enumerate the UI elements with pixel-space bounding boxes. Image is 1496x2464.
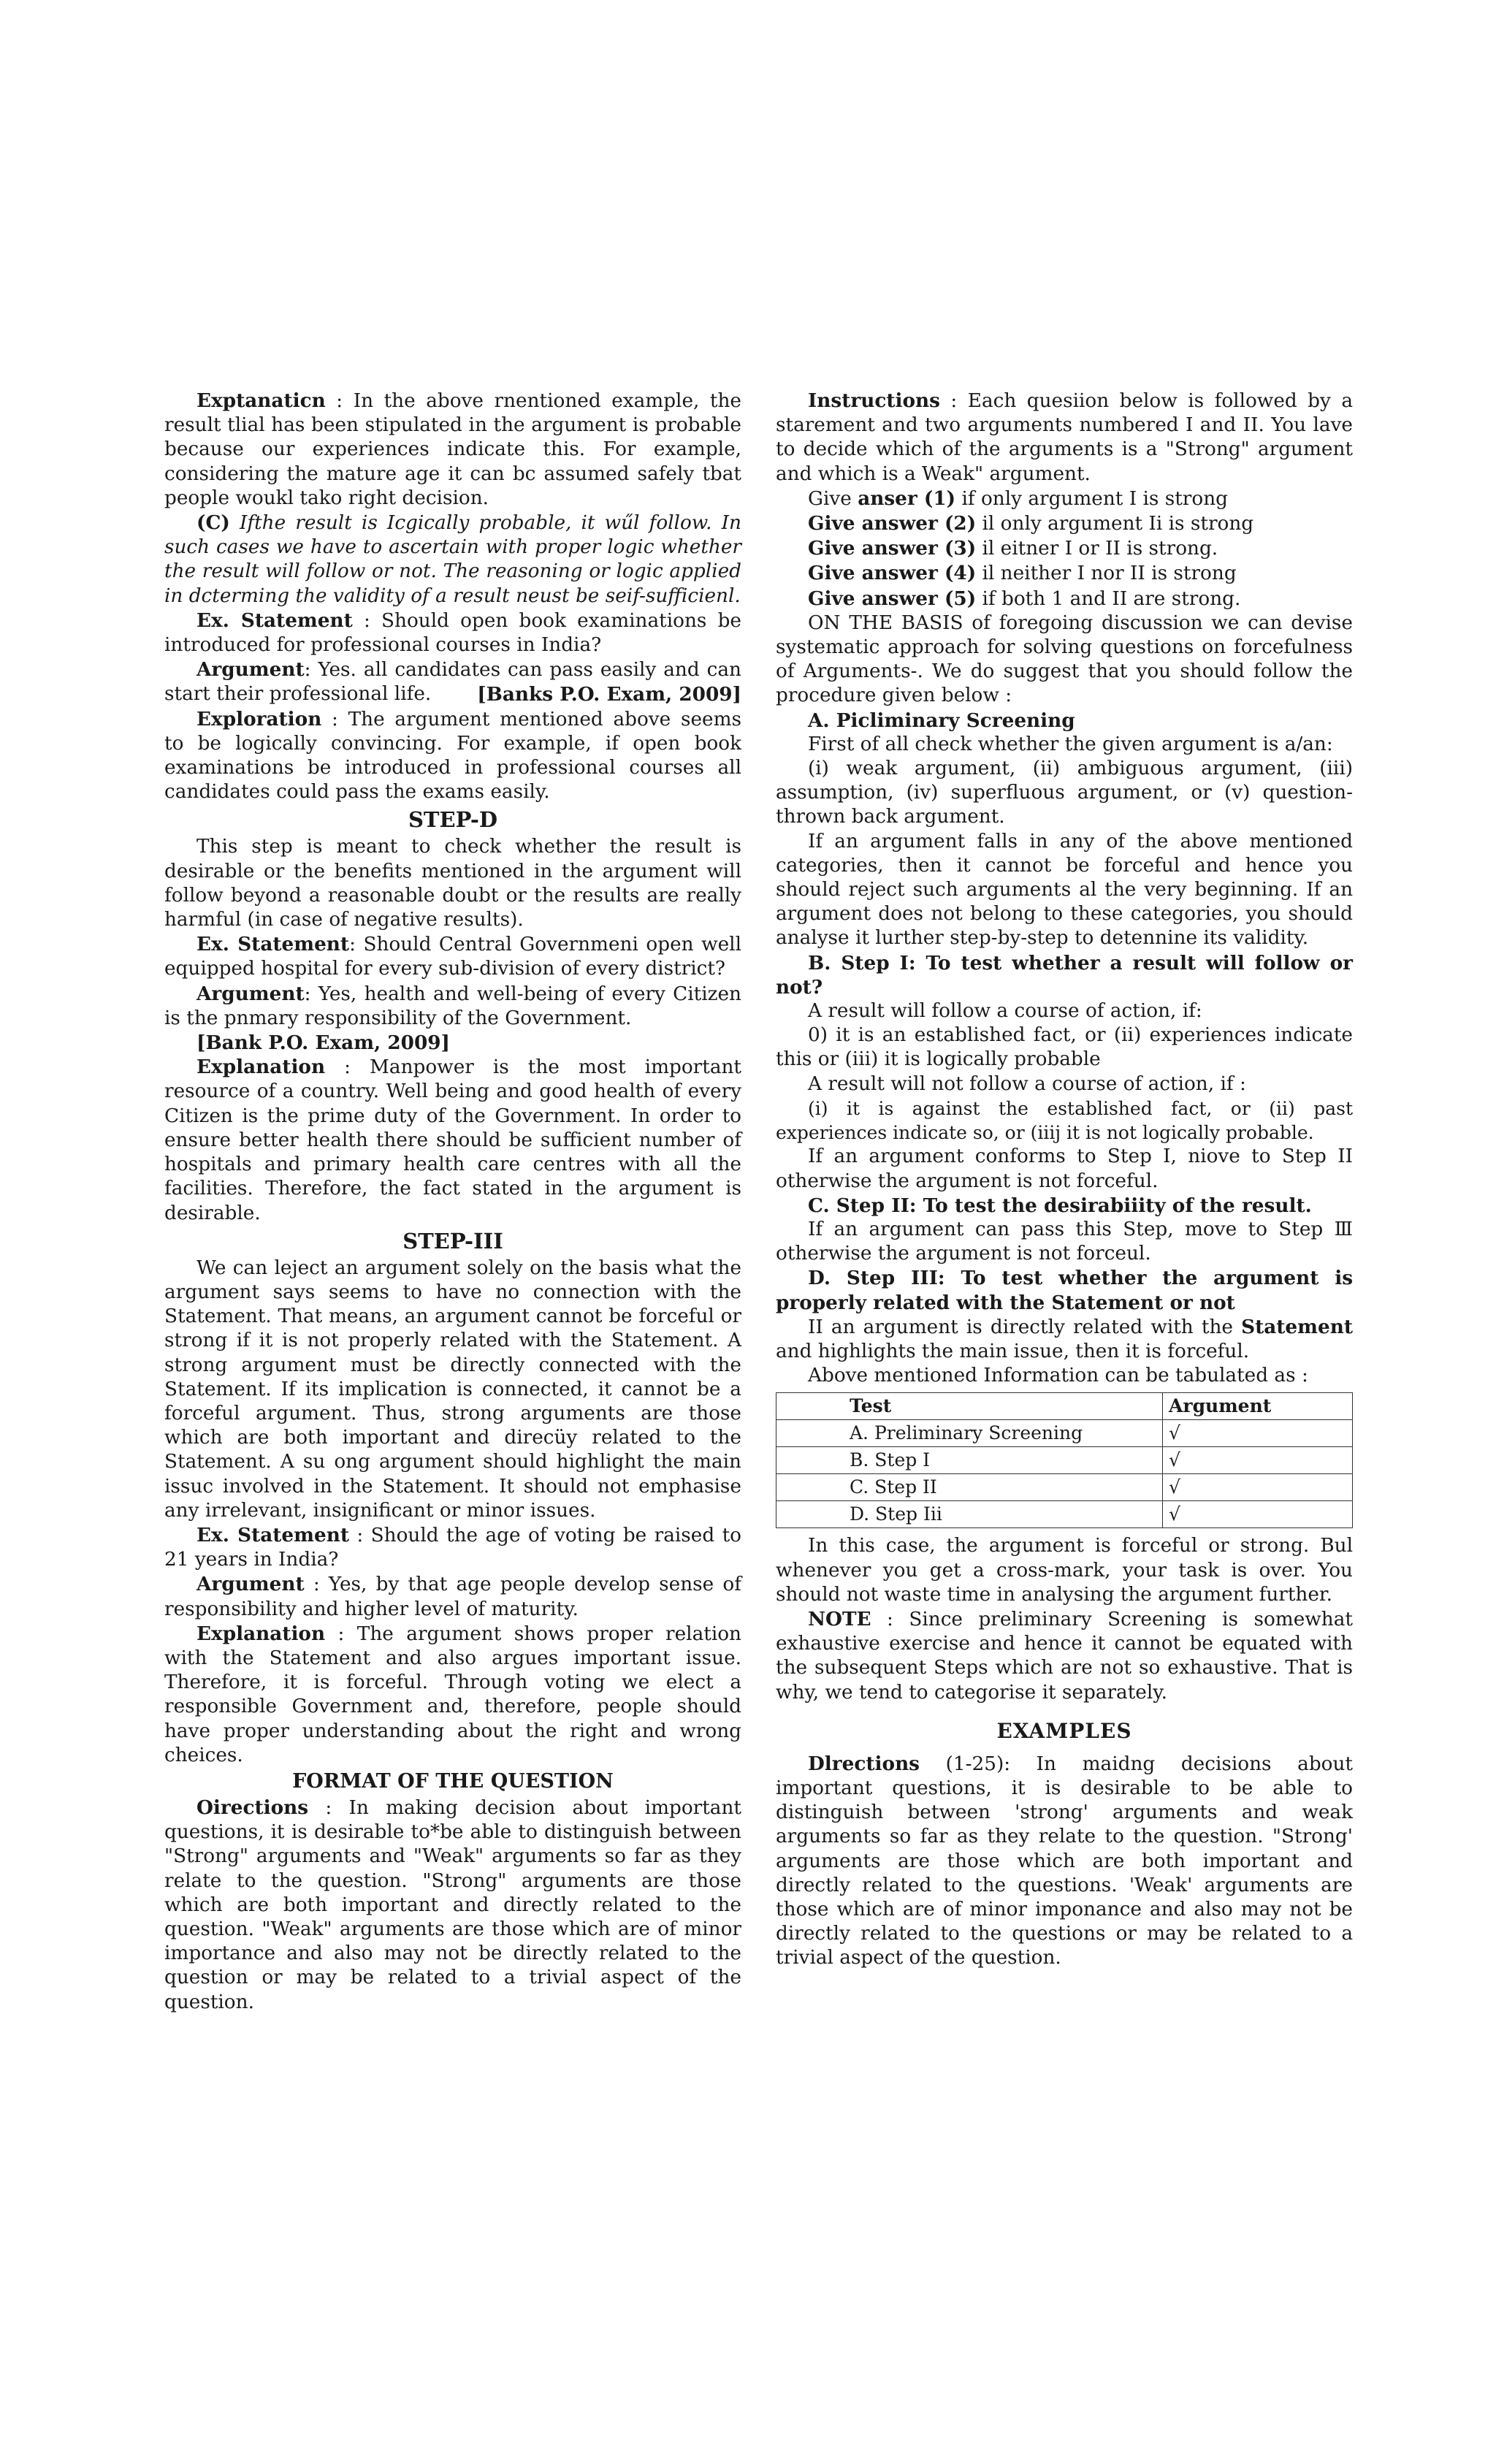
paragraph: Above mentioned Information can be tabulated as : — [808, 1365, 1308, 1387]
paragraph: II an argument is directly related with the Statement and highlights the main issue, then it is forceful. — [776, 1315, 1353, 1362]
table-header: Test — [776, 1393, 1163, 1420]
section-heading: EXAMPLES — [996, 1718, 1132, 1743]
paragraph: Argument: Yes. all candidates can pass easily and can start their professional life. [Banks P.O. Exam, 2009] — [164, 658, 741, 706]
paragraph: Explanation : Manpower is the most important resource of a country. Well being and good health of every Citizen is the prime duty of the Government. In order to ensure better health there should be sufficient number of hospitals and primary health care centres with all the facilities. Therefore, the fact stated in the argument is desirable. — [164, 1056, 741, 1224]
paragraph: Exploration : The argument mentioned above seems to be logically convincing. For example, if open book examinations be introduced in professional courses all candidates could pass the exams easily. — [164, 707, 741, 804]
paragraph: (i) it is against the established fact, or (ii) past experiences indicate so, or (iiij it is not logically probable. — [776, 1097, 1353, 1144]
paragraph: Oirections : In making decision about important questions, it is desirable to*be able to distinguish between "Strong" arguments and "Weak" arguments so far as they relate to the question. "Strong" arguments are those which are both important and directly related to the question. "Weak" arguments are those which are of minor importance and also may not be directly related to the question or may be related to a trivial aspect of the question. — [164, 1796, 741, 2013]
table-cell: C. Step II — [776, 1474, 1163, 1501]
table-row — [776, 1501, 1353, 1528]
paragraph: A result will follow a course of action, if: — [808, 1000, 1202, 1023]
paragraph: Instructions : Each quesiion below is followed by a starement and two arguments numbered I and II. You lave to decide which of the arguments is a "Strong" argument and which is a Weak" argument. — [776, 389, 1353, 485]
section-heading: STEP-III — [402, 1228, 503, 1254]
answer-option: Give answer (3) il eitner I or II is strong. — [808, 537, 1218, 560]
table-row — [776, 1447, 1353, 1474]
subheading: C. Step II: To test the desirabiiity of the result. — [808, 1194, 1312, 1217]
answer-option: Give anser (1) if only argument I is strong — [808, 487, 1228, 510]
right-column — [776, 389, 1353, 1971]
checkmark: √ — [1163, 1501, 1353, 1528]
paragraph: If an argument falls in any of the above mentioned categories, then it cannot be forceful and hence you should reject such arguments al the very beginning. If an argument does not belong to these categories, you should analyse it lurther step-by-step to detennine its validity. — [776, 830, 1353, 950]
paragraph: Explanation : The argument shows proper relation with the Statement and also argues important issue. Therefore, it is forceful. Through voting we elect a responsible Government and, therefore, people should have proper understanding about the right and wrong cheices. — [164, 1622, 741, 1766]
checkmark: √ — [1163, 1474, 1353, 1501]
paragraph: Ex. Statement : Should the age of voting be raised to 21 years in India? — [164, 1523, 741, 1571]
paragraph: Exptanaticn : In the above rnentioned example, the result tlial has been stipulated in the argument is probable because our experiences indicate this. For example, considering the mature age it can bc assumed safely tbat people woukl tako right decision. — [164, 389, 741, 509]
paragraph: Argument: Yes, health and well-being of every Citizen is the pnmary responsibility of the Government. — [164, 982, 741, 1029]
table-cell: B. Step I — [776, 1447, 1163, 1474]
paragraph: We can leject an argument solely on the basis what the argument says seems to have no connection with the Statement. That means, an argument cannot be forceful or strong if it is not properly related with the Statement. A strong argument must be directly connected with the Statement. If its implication is connected, it cannot be a forceful argument. Thus, strong arguments are those which are both important and direcüy related to the Statement. A su ong argument should highlight the main issuc involved in the Statement. It should not emphasise any irrelevant, insignificant or minor issues. — [164, 1256, 741, 1522]
subheading: B. Step I: To test whether a result will follow or not? — [776, 951, 1353, 999]
paragraph: This step is meant to check whether the result is desirable or the benefits mentioned in the argument will follow beyond a reasonable doubt or the results are really harmful (in case of negative results). — [164, 836, 741, 931]
paragraph: Ex. Statement: Should Central Governmeni open well equipped hospital for every sub-division of every district? — [164, 933, 741, 980]
paragraph: (i) weak argument, (ii) ambiguous argument, (iii) assumption, (iv) superfluous argument, or (v) question-thrown back argument. — [776, 758, 1353, 828]
paragraph: If an argument can pass this Step, move to Step Ⅲ otherwise the argument is not forceul. — [776, 1218, 1353, 1265]
section-heading: STEP-D — [408, 807, 498, 833]
exam-source: [Bank P.O. Exam, 2009] — [196, 1031, 450, 1055]
paragraph: 0) it is an established fact, or (ii) experiences indicate this or (iii) it is logically probable — [776, 1024, 1353, 1071]
summary-table — [776, 1392, 1353, 1528]
paragraph: First of all check whether the given argument is a/an: — [808, 733, 1333, 755]
table-row — [776, 1474, 1353, 1501]
answer-option: Give answer (5) if both 1 and II are strong. — [808, 587, 1241, 610]
paragraph: Argument : Yes, by that age people develop sense of responsibility and higher level of maturity. — [164, 1573, 741, 1620]
answer-option: Give answer (4) il neither I nor II is strong — [808, 562, 1237, 585]
checkmark: √ — [1163, 1447, 1353, 1474]
table-cell: A. Preliminary Screening — [776, 1420, 1163, 1447]
left-column — [164, 389, 741, 2015]
paragraph: If an argument conforms to Step I, niove to Step II otherwise the argument is not forceful. — [776, 1145, 1353, 1192]
table-header: Argument — [1163, 1393, 1353, 1420]
paragraph: ON THE BASIS of foregoing discussion we can devise systematic approach for solving questions on forcefulness of Arguments-. We do suggest that you should follow the procedure given below : — [776, 611, 1353, 707]
paragraph: (C) Ifthe result is Icgically probable, it wűl follow. In such cases we have to ascertain with proper logic whether the result will follow or not. The reasoning or logic applied in dcterming the validity of a result neust be seif-sufficienl. — [164, 511, 741, 607]
subheading: D. Step III: To test whether the argument is properly related with the Statement or not — [776, 1267, 1353, 1314]
section-heading: FORMAT OF THE QUESTION — [292, 1769, 614, 1793]
paragraph: Dlrections (1-25): In maidng decisions about important questions, it is desirable to be able to distinguish between 'strong' arguments and weak arguments so far as they relate to the question. "Strong' arguments are those which are both important and directly related to the questions. 'Weak' arguments are those which are of minor imponance and also may not be directly related to the questions or may be related to a trivial aspect of the question. — [776, 1752, 1353, 1969]
table-header-row — [776, 1393, 1353, 1420]
checkmark: √ — [1163, 1420, 1353, 1447]
table-row — [776, 1420, 1353, 1447]
paragraph: NOTE : Since preliminary Screening is somewhat exhaustive exercise and hence it cannot be equated with the subsequent Steps which are not so exhaustive. That is why, we tend to categorise it separately. — [776, 1607, 1353, 1704]
table-cell: D. Step Iii — [776, 1501, 1163, 1528]
subheading: A. Picliminary Screening — [808, 709, 1075, 732]
paragraph: A result will not follow a course of action, if : — [808, 1072, 1246, 1095]
paragraph: Ex. Statement : Should open book examinations be introduced for professional courses in India? — [164, 609, 741, 657]
answer-option: Give answer (2) il only argument Ii is strong — [808, 512, 1254, 535]
paragraph: In this case, the argument is forceful or strong. Bul whenever you get a cross-mark, your task is over. You should not waste time in analysing the argument further. — [776, 1535, 1353, 1606]
